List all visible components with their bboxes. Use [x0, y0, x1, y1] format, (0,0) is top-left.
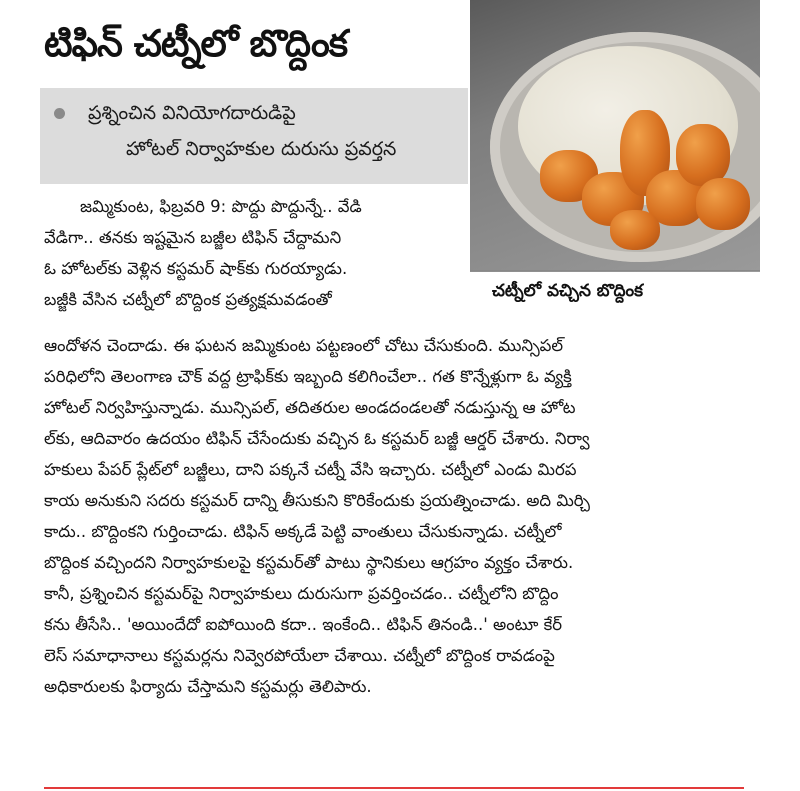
bottom-divider	[44, 787, 744, 789]
body-line: ఆందోళన చెందాడు. ఈ ఘటన జమ్మికుంట పట్టణంలో చోటు చేసుకుంది. మున్సిపల్	[44, 336, 564, 355]
body-line: అధికారులకు ఫిర్యాదు చేస్తామని కస్టమర్లు తెలిపారు.	[44, 677, 372, 696]
body-line: పరిధిలోని తెలంగాణ చౌక్ వద్ద ట్రాఫిక్‌కు ఇబ్బంది కలిగించేలా.. గత కొన్నేళ్లుగా ఓ వ్యక్తి	[44, 367, 572, 386]
article-photo	[470, 0, 760, 272]
body-line: లెస్ సమాధానాలు కస్టమర్లను నివ్వెరపోయేలా చేశాయి. చట్నీలో బొద్దింక రావడంపై	[44, 646, 555, 665]
caption-divider	[470, 270, 760, 271]
fritter	[696, 178, 750, 230]
body-line: బజ్జీకి వేసిన చట్నీలో బొద్దింక ప్రత్యక్షమవడంతో	[44, 290, 332, 309]
fritter	[610, 210, 660, 250]
body-line: కాదు.. బొద్దింకని గుర్తించాడు. టిఫిన్ అక్కడే పెట్టి వాంతులు చేసుకున్నాడు. చట్నీలో	[44, 522, 562, 541]
body-line: వేడిగా.. తనకు ఇష్టమైన బజ్జీల టిఫిన్ చేద్దామని	[44, 228, 342, 247]
body-line: కాయ అనుకుని సదరు కస్టమర్ దాన్ని తీసుకుని కొరికేందుకు ప్రయత్నించాడు. అది మిర్చి	[44, 491, 590, 510]
body-line: కానీ, ప్రశ్నించిన కస్టమర్‌పై నిర్వాహకులు దురుసుగా ప్రవర్తించడం.. చట్నీలోని బొద్దిం	[44, 584, 559, 603]
body-line: జమ్మికుంట, ఫిబ్రవరి 9: పొద్దు పొద్దున్నే.. వేడి	[80, 197, 362, 216]
deck-line-1: ప్రశ్నించిన వినియోగదారుడిపై	[88, 102, 296, 124]
fritter	[676, 124, 730, 186]
body-line: హకులు పేపర్ ప్లేట్‌లో బజ్జీలు, దాని పక్కనే చట్నీ వేసి ఇచ్చారు. చట్నీలో ఎండు మిరప	[44, 460, 577, 479]
body-line: ల్‌కు, ఆదివారం ఉదయం టిఫిన్ చేసేందుకు వచ్చిన ఓ కస్టమర్ బజ్జీ ఆర్డర్ చేశారు. నిర్వా	[44, 429, 590, 448]
deck-box	[40, 88, 468, 184]
body-line: కను తీసేసి.. 'అయిందేదో ఐపోయింది కదా.. ఇంకేంది.. టిఫిన్ తినండి..' అంటూ కేర్	[44, 615, 562, 634]
headline: టిఫిన్ చట్నీలో బొద్దింక	[44, 22, 348, 65]
body-line: బొద్దింక వచ్చిందని నిర్వాహకులపై కస్టమర్‌తో పాటు స్థానికులు ఆగ్రహం వ్యక్తం చేశారు.	[44, 553, 574, 572]
body-line: ఓ హోటల్‌కు వెళ్లిన కస్టమర్ షాక్‌కు గురయ్యాడు.	[44, 259, 348, 278]
body-line: హోటల్ నిర్వహిస్తున్నాడు. మున్సిపల్, తదితరుల అండదండలతో నడుస్తున్న ఆ హోట	[44, 398, 576, 417]
deck-line-2: హోటల్ నిర్వాహకుల దురుసు ప్రవర్తన	[126, 138, 397, 160]
photo-caption: చట్నీలో వచ్చిన బొద్దింక	[492, 281, 643, 301]
bullet-icon	[54, 108, 65, 119]
